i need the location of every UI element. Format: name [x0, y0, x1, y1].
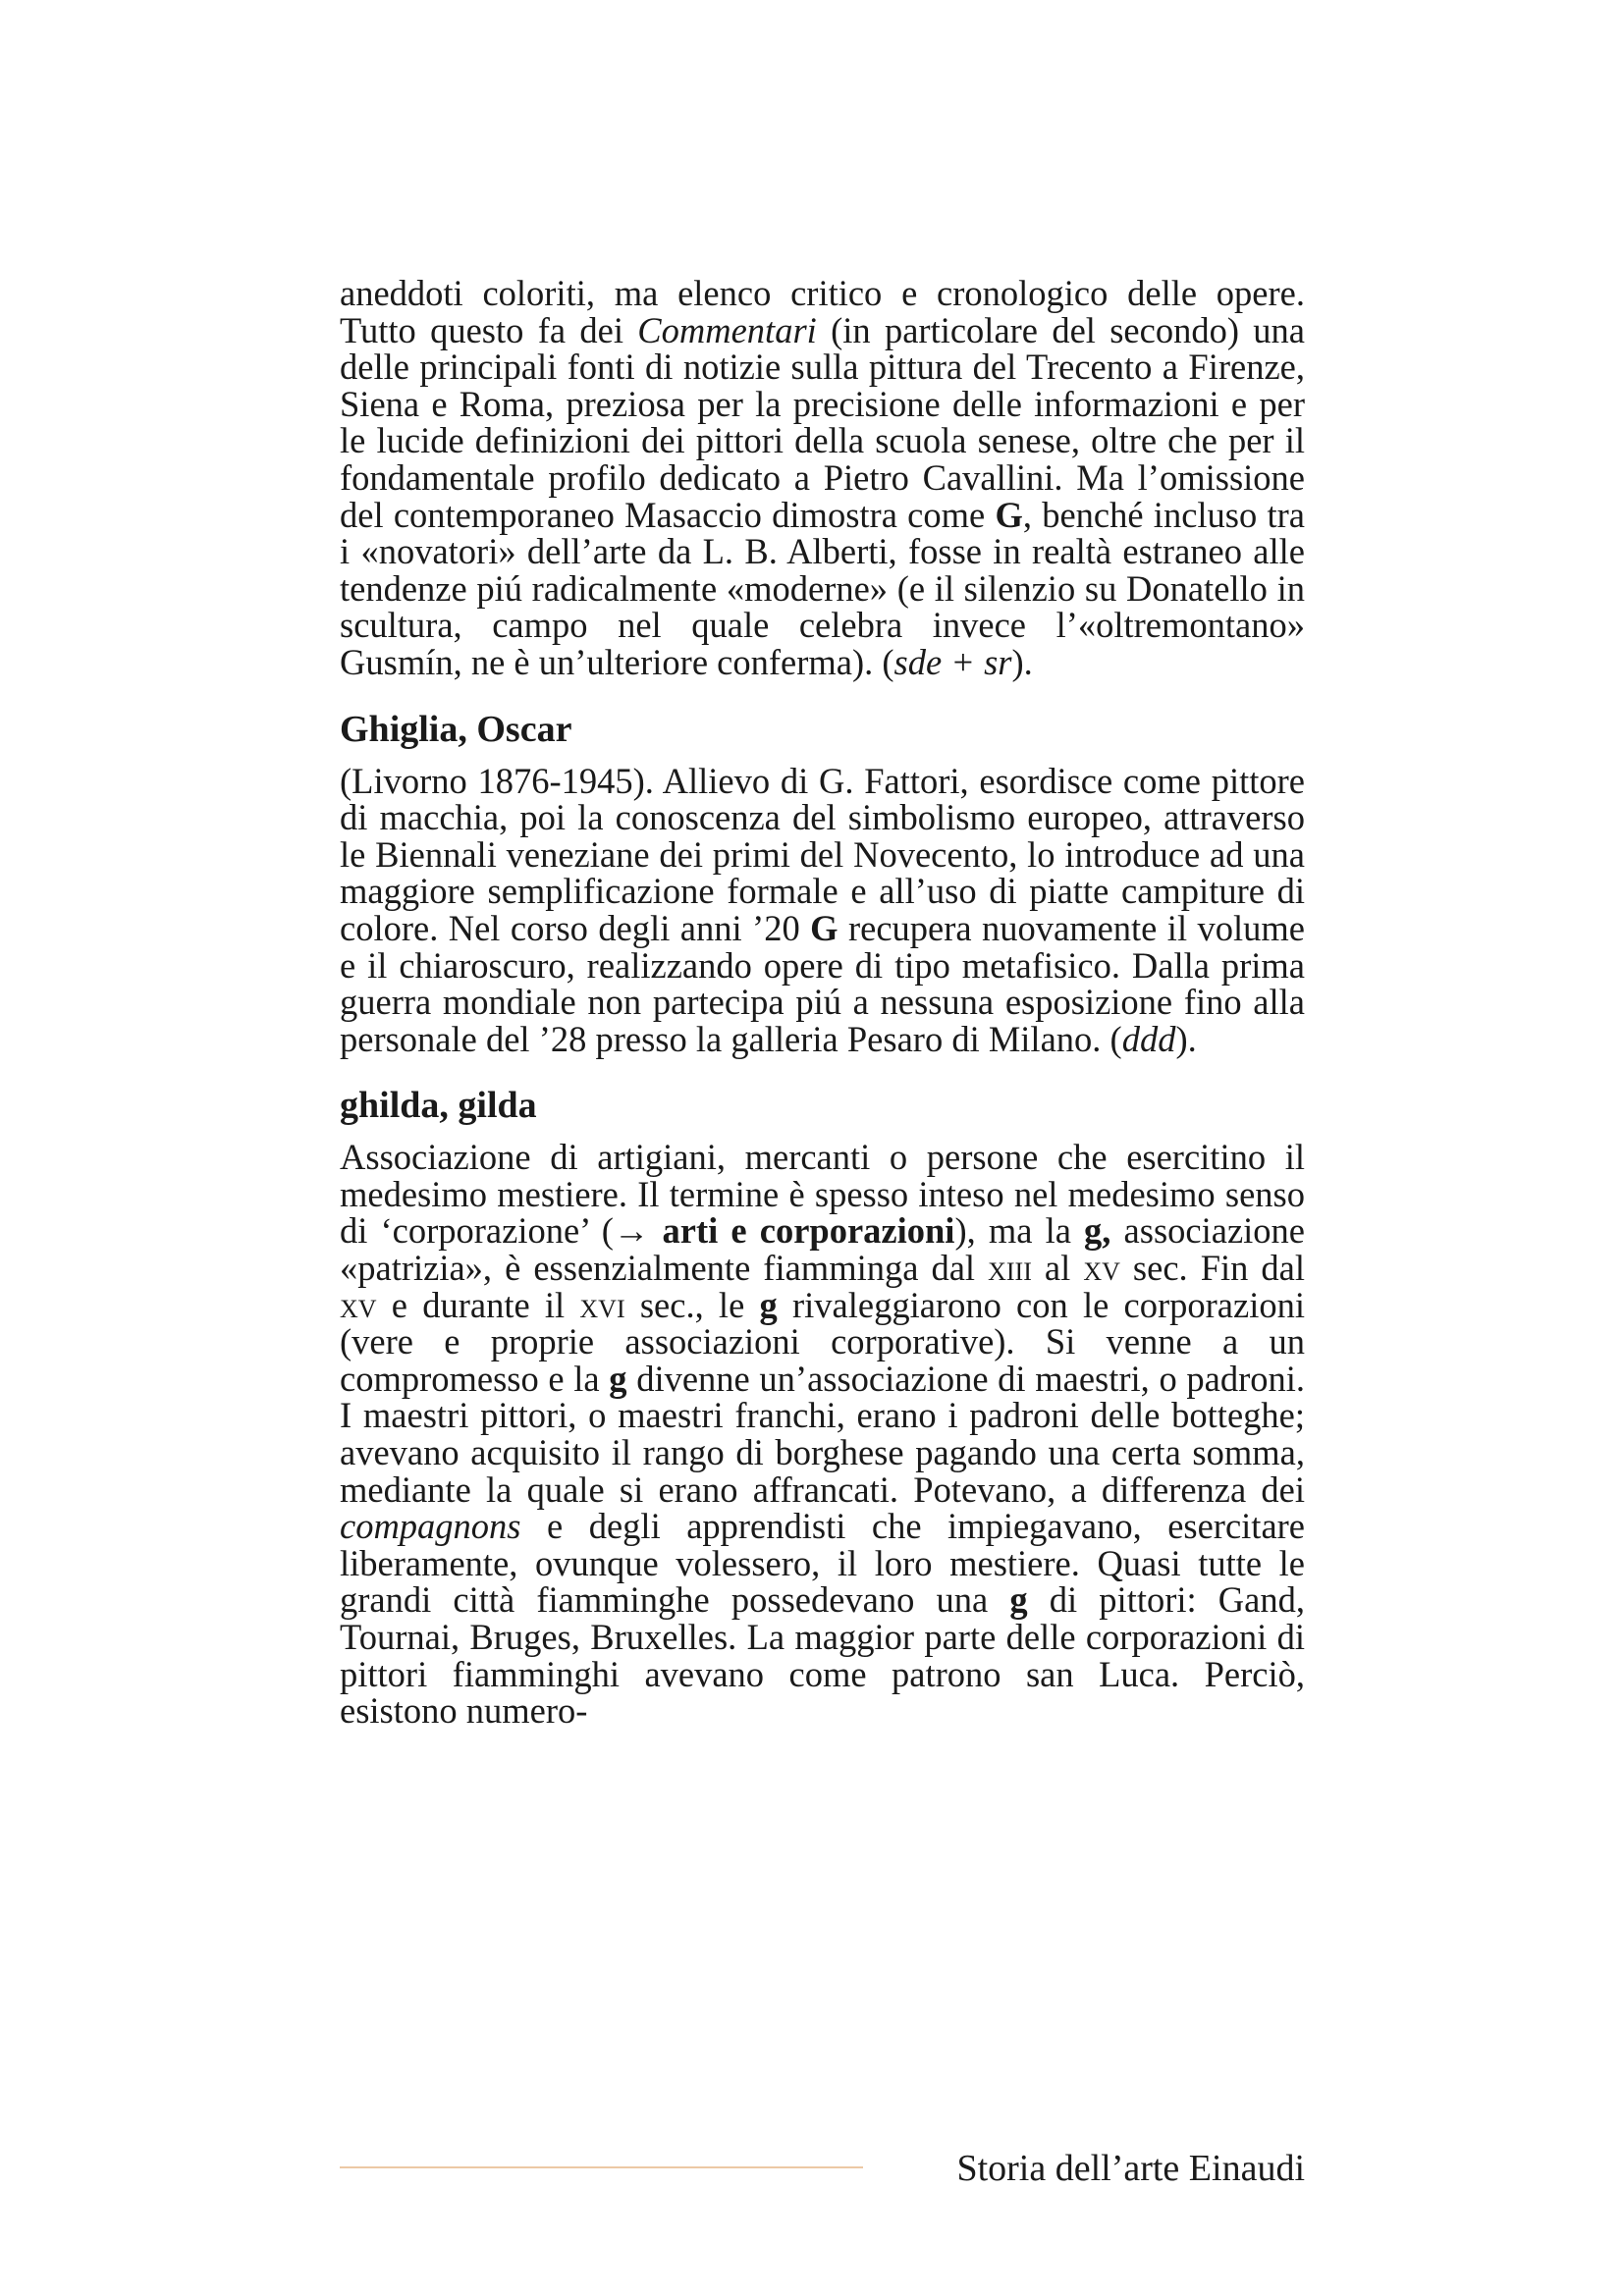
ghiglia-text-2: recupera nuovamente il volume e il chiaroscuro, realizzando opere di tipo metafisico. Dalla prima guerra mondiale non partecipa piú a nessuna esposizione fino alla personale del ’28 presso la galleria Pesaro di Milano. (	[340, 907, 1305, 1059]
century-numeral: xv	[340, 1284, 377, 1325]
entry-abbrev: g	[759, 1284, 778, 1325]
ghilda-text-7: sec., le	[624, 1284, 760, 1325]
arrow-icon: →	[613, 1210, 650, 1252]
text-column	[340, 275, 1305, 1730]
cross-reference-link[interactable]: arti e corporazioni	[662, 1210, 955, 1252]
ghilda-text-1: Associazione di artigiani, mercanti o persone che esercitino il medesimo mestiere. Il termine è spesso inteso nel medesimo senso di ‘corporazione’ (	[340, 1137, 1305, 1252]
compagnons-term: compagnons	[340, 1506, 521, 1547]
entry-title-ghiglia: Ghiglia, Oscar	[340, 708, 572, 750]
intro-paragraph	[340, 275, 1305, 681]
ghilda-text-10: e degli apprendisti che impiegavano, esercitare liberamente, ovunque volessero, il loro mestiere. Quasi tutte le grandi città fiamminghe possedevano una	[340, 1506, 1305, 1621]
ghilda-text-3: associazione «patrizia», è essenzialmente fiamminga dal	[340, 1210, 1305, 1289]
intro-text-3: , benché incluso tra i «novatori» dell’arte da L. B. Alberti, fosse in realtà estraneo alle tendenze piú radicalmente «moderne» (e il silenzio su Donatello in scultura, campo nel quale celebra invece l’«oltremontano» Gusmín, ne è un’ulteriore conferma). (	[340, 494, 1305, 682]
century-numeral: xv	[1083, 1248, 1120, 1289]
ghilda-text-11: di pittori: Gand, Tournai, Bruges, Bruxelles. La maggior parte delle corporazioni di pittori fiamminghi avevano come patrono san Luca. Perciò, esistono numero-	[340, 1579, 1305, 1732]
intro-text-1: aneddoti coloriti, ma elenco critico e cronologico delle opere. Tutto questo fa dei	[340, 273, 1305, 350]
entry-ghiglia	[340, 708, 1305, 1058]
entry-abbrev: G	[810, 907, 839, 948]
footer-rule	[340, 2166, 863, 2168]
entry-abbrev: g	[1009, 1579, 1028, 1621]
century-numeral: xiii	[988, 1248, 1032, 1289]
intro-text-2: (in particolare del secondo) una delle principali fonti di notizie sulla pittura del Trecento a Firenze, Siena e Roma, preziosa per la precisione delle informazioni e per le lucide definizioni dei pittori della scuola senese, oltre che per il fondamentale profilo dedicato a Pietro Cavallini. Ma l’omissione del contemporaneo Masaccio dimostra come	[340, 309, 1305, 535]
ghiglia-text-3: ).	[1175, 1018, 1197, 1059]
entry-title-ghilda: ghilda, gilda	[340, 1085, 537, 1127]
entry-body-ghiglia	[340, 760, 1305, 1059]
commentari-title: Commentari	[637, 309, 817, 350]
entry-abbrev: g	[609, 1358, 627, 1399]
ghilda-text-4: al	[1031, 1248, 1084, 1289]
ghiglia-text-1: (Livorno 1876-1945). Allievo di G. Fattori, esordisce come pittore di macchia, poi la conoscenza del simbolismo europeo, attraverso le Biennali veneziane dei primi del Novecento, lo introduce ad una maggiore semplificazione formale e all’uso di piatte campiture di colore. Nel corso degli anni ’20	[340, 760, 1305, 948]
ghilda-text-9: divenne un’associazione di maestri, o padroni. I maestri pittori, o maestri franchi, erano i padroni delle botteghe; avevano acquisito il rango di borghese pagando una certa somma, mediante la quale si erano affrancati. Potevano, a differenza dei	[340, 1358, 1305, 1510]
ghilda-text-5: sec. Fin dal	[1119, 1248, 1306, 1289]
entry-abbrev: g,	[1084, 1210, 1111, 1252]
intro-text-4: ).	[1011, 641, 1033, 682]
century-numeral: xvi	[579, 1284, 625, 1325]
author-initials: ddd	[1121, 1018, 1176, 1059]
ghilda-text-2: ), ma la	[954, 1210, 1085, 1252]
ghilda-text-6: e durante il	[376, 1284, 580, 1325]
page-footer	[340, 2144, 1305, 2193]
entry-ghilda	[340, 1084, 1305, 1730]
author-initials: sde + sr	[893, 641, 1012, 682]
entry-body-ghilda	[340, 1139, 1305, 1730]
footer-title: Storia dell’arte Einaudi	[956, 2148, 1305, 2189]
entry-abbrev: G	[995, 494, 1023, 535]
ghilda-text-8: rivaleggiarono con le corporazioni (vere e proprie associazioni corporative). Si venne a un compromesso e la	[340, 1284, 1305, 1399]
